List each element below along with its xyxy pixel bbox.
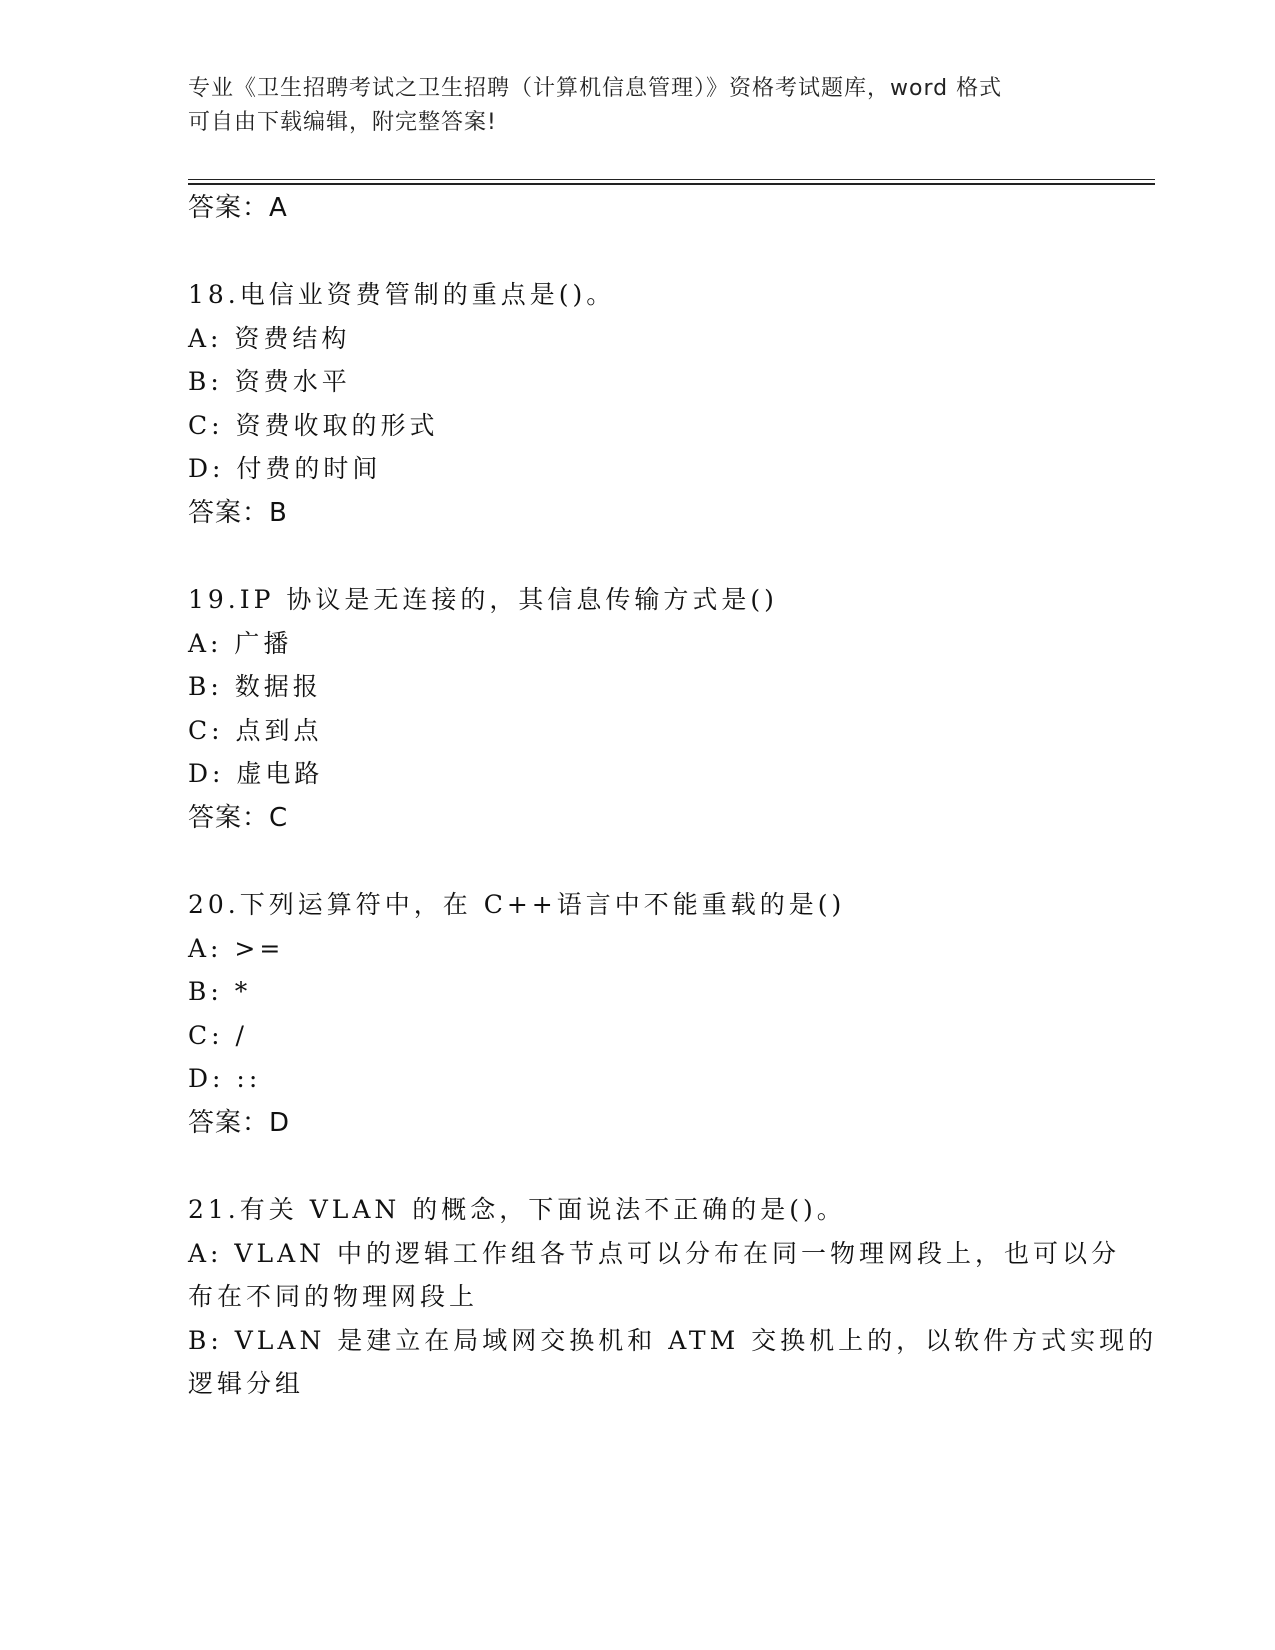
question-21-stem: 21.有关 VLAN 的概念，下面说法不正确的是()。	[188, 1195, 846, 1224]
question-21-option-a: A: VLAN 中的逻辑工作组各节点可以分布在同一物理网段上，也可以分	[188, 1239, 1120, 1268]
header-line-2: 可自由下载编辑，附完整答案!	[188, 110, 497, 135]
question-21-option-a-cont: 布在不同的物理网段上	[188, 1282, 479, 1311]
question-20-option-a: A: >=	[188, 934, 285, 963]
question-19-answer: 答案：C	[188, 803, 289, 833]
question-18-answer: 答案：B	[188, 498, 288, 528]
question-20-option-c: C: /	[188, 1021, 248, 1050]
question-18-option-b: B: 资费水平	[188, 367, 351, 396]
question-21-option-b-cont: 逻辑分组	[188, 1369, 305, 1398]
question-18-option-a: A: 资费结构	[188, 324, 351, 353]
question-20-stem: 20.下列运算符中，在 C++语言中不能重载的是()	[188, 890, 846, 919]
question-20-answer: 答案：D	[188, 1108, 291, 1138]
header-rule-thick	[188, 183, 1155, 185]
question-19-option-c: C: 点到点	[188, 716, 323, 745]
question-21-option-b: B: VLAN 是建立在局域网交换机和 ATM 交换机上的，以软件方式实现的	[188, 1326, 1158, 1355]
question-20-option-d: D: ::	[188, 1064, 262, 1093]
header-line-1: 专业《卫生招聘考试之卫生招聘（计算机信息管理）》资格考试题库，word 格式	[188, 76, 1003, 101]
document-header	[188, 72, 1088, 140]
answer-previous: 答案：A	[188, 193, 288, 223]
question-18-option-c: C: 资费收取的形式	[188, 411, 439, 440]
question-19-option-d: D: 虚电路	[188, 759, 324, 788]
header-rule-thin	[188, 179, 1155, 180]
question-20-option-b: B: *	[188, 977, 252, 1006]
question-18-option-d: D: 付费的时间	[188, 454, 382, 483]
question-19-stem: 19.IP 协议是无连接的，其信息传输方式是()	[188, 585, 778, 614]
question-18-stem: 18.电信业资费管制的重点是()。	[188, 280, 616, 309]
question-19-option-b: B: 数据报	[188, 672, 322, 701]
question-19-option-a: A: 广播	[188, 629, 293, 658]
